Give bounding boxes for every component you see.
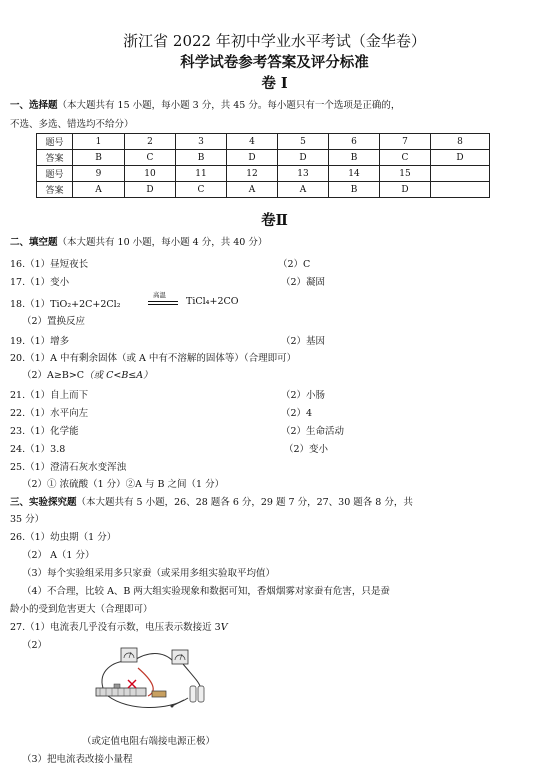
section3-desc-line2: 35 分） [10, 514, 45, 525]
q27-part2-note: （或定值电阻右端接电源正极） [82, 736, 216, 747]
table-row [37, 182, 490, 198]
table-cell: C [176, 182, 227, 198]
q26-part1: 26.（1）幼虫期（1 分） [10, 532, 117, 543]
battery-icon [190, 686, 204, 702]
table-cell: 13 [278, 166, 329, 182]
section1-desc-line2: 不选、多选、错选均不给分） [10, 119, 134, 130]
section3-desc-line1: （本大题共有 5 小题，26、28 题各 6 分，29 题 7 分，27、30 题各 8 分，共 [76, 497, 413, 508]
table-row [37, 150, 490, 166]
table-cell [431, 182, 490, 198]
q18-equation-left: 18.（1）TiO₂+2C+2Cl₂ [10, 299, 121, 310]
q25-part1: 25.（1）澄清石灰水变浑浊 [10, 462, 127, 473]
q17-part1: 17.（1）变小 [10, 277, 70, 288]
table-cell: 3 [176, 134, 227, 150]
table-cell: 11 [176, 166, 227, 182]
circuit-diagram [88, 636, 223, 718]
section1-heading: 一、选择题 [10, 100, 58, 111]
section1-desc-line1: （本大题共有 15 小题，每小题 3 分，共 45 分。每小题只有一个选项是正确的， [57, 100, 401, 111]
table-cell: A [278, 182, 329, 198]
table-cell: D [125, 182, 176, 198]
table-cell: 7 [380, 134, 431, 150]
q19-part1: 19.（1）增多 [10, 336, 70, 347]
q21-part1: 21.（1）自上而下 [10, 390, 89, 401]
table-cell: 4 [227, 134, 278, 150]
wire-top [133, 654, 173, 662]
q20-part2 [22, 367, 153, 381]
table-row-header: 答案 [37, 150, 73, 166]
table-cell: A [73, 182, 125, 198]
q27-part3: （3）把电流表改接小量程 [22, 754, 133, 765]
section2-desc: （本大题共有 10 小题，每小题 4 分，共 40 分） [57, 237, 268, 248]
q22-part2: （2）4 [281, 408, 313, 419]
table-cell: 12 [227, 166, 278, 182]
q24-part1: 24.（1）3.8 [10, 444, 66, 455]
q16-part1: 16.（1）昼短夜长 [10, 259, 89, 270]
q18-part2: （2）置换反应 [22, 316, 86, 327]
wire-bottom [108, 696, 188, 708]
q23-part2: （2）生命活动 [281, 426, 345, 437]
q27-part2-label: （2） [22, 640, 48, 651]
table-row-header: 答案 [37, 182, 73, 198]
section3-heading: 三、实验探究题 [10, 497, 77, 508]
section1-text [10, 97, 400, 111]
table-row [37, 134, 490, 150]
q20-part2-answer: （2）A≥B>C [22, 370, 85, 381]
table-cell: B [329, 150, 380, 166]
table-cell: C [125, 150, 176, 166]
table-cell: B [73, 150, 125, 166]
wire-right [183, 664, 200, 686]
table-cell: A [227, 182, 278, 198]
q27-part1-text: 27.（1）电流表几乎没有示数，电压表示数接近 3 [10, 622, 221, 633]
section2-heading: 二、填空题 [10, 237, 58, 248]
q26-part3: （3）每个实验组采用多只家蚕（或采用多组实验取平均值） [22, 568, 276, 579]
table-cell [431, 166, 490, 182]
exam-title: 浙江省 2022 年初中学业水平考试（金华卷） [123, 32, 426, 50]
table-cell: D [431, 150, 490, 166]
q20-part2-alt: （或 C<B≤A） [84, 370, 153, 381]
table-cell: B [176, 150, 227, 166]
table-cell: 6 [329, 134, 380, 150]
q23-part1: 23.（1）化学能 [10, 426, 79, 437]
table-row-header: 题号 [37, 134, 73, 150]
table-row-header: 题号 [37, 166, 73, 182]
rheostat-icon [96, 684, 146, 696]
q16-part2: （2）C [278, 259, 311, 270]
q27-part1-unit: V [220, 622, 228, 633]
table-cell: B [329, 182, 380, 198]
table-row [37, 166, 490, 182]
q18-condition: 高温 [153, 291, 166, 299]
q18-arrow-line-bottom [148, 304, 178, 305]
table-cell: 8 [431, 134, 490, 150]
table-cell: D [227, 150, 278, 166]
q26-part4-line2: 龄小的受到危害更大（合理即可） [10, 604, 153, 615]
table-cell: 14 [329, 166, 380, 182]
table-cell: 9 [73, 166, 125, 182]
q21-part2: （2）小肠 [281, 390, 326, 401]
q17-part2: （2）凝固 [281, 277, 326, 288]
exam-subtitle: 科学试卷参考答案及评分标准 [180, 54, 369, 71]
volume-1-heading: 卷 I [261, 75, 288, 92]
q20-part1: 20.（1）A 中有剩余固体（或 A 中有不溶解的固体等）（合理即可） [10, 353, 297, 364]
voltmeter-icon [172, 650, 188, 664]
q19-part2: （2）基因 [281, 336, 326, 347]
table-cell: C [380, 150, 431, 166]
q26-part2: （2） A（1 分） [22, 550, 95, 561]
q25-part2: （2）① 浓硫酸（1 分）②A 与 B 之间（1 分） [22, 479, 225, 490]
answer-table [36, 133, 490, 198]
q22-part1: 22.（1）水平向左 [10, 408, 89, 419]
table-cell: 15 [380, 166, 431, 182]
volume-2-heading: 卷Ⅱ [261, 212, 288, 229]
resistor-icon [152, 691, 166, 697]
q24-part2: （2）变小 [284, 444, 329, 455]
q18-arrow-line-top [148, 301, 178, 302]
table-cell: D [278, 150, 329, 166]
section2-text [10, 234, 267, 248]
switch-icon [171, 700, 185, 708]
section3-text [10, 494, 413, 508]
table-cell: D [380, 182, 431, 198]
table-cell: 1 [73, 134, 125, 150]
cross-mark-icon [128, 680, 136, 688]
table-cell: 10 [125, 166, 176, 182]
q26-part4-line1: （4）不合理，比较 A、B 两大组实验现象和数据可知，香烟烟雾对家蚕有危害，只是蚕 [22, 586, 390, 597]
table-cell: 5 [278, 134, 329, 150]
q18-equation-right: TiCl₄+2CO [186, 296, 239, 307]
table-cell: 2 [125, 134, 176, 150]
q27-part1 [10, 619, 228, 633]
ammeter-icon [121, 648, 137, 662]
